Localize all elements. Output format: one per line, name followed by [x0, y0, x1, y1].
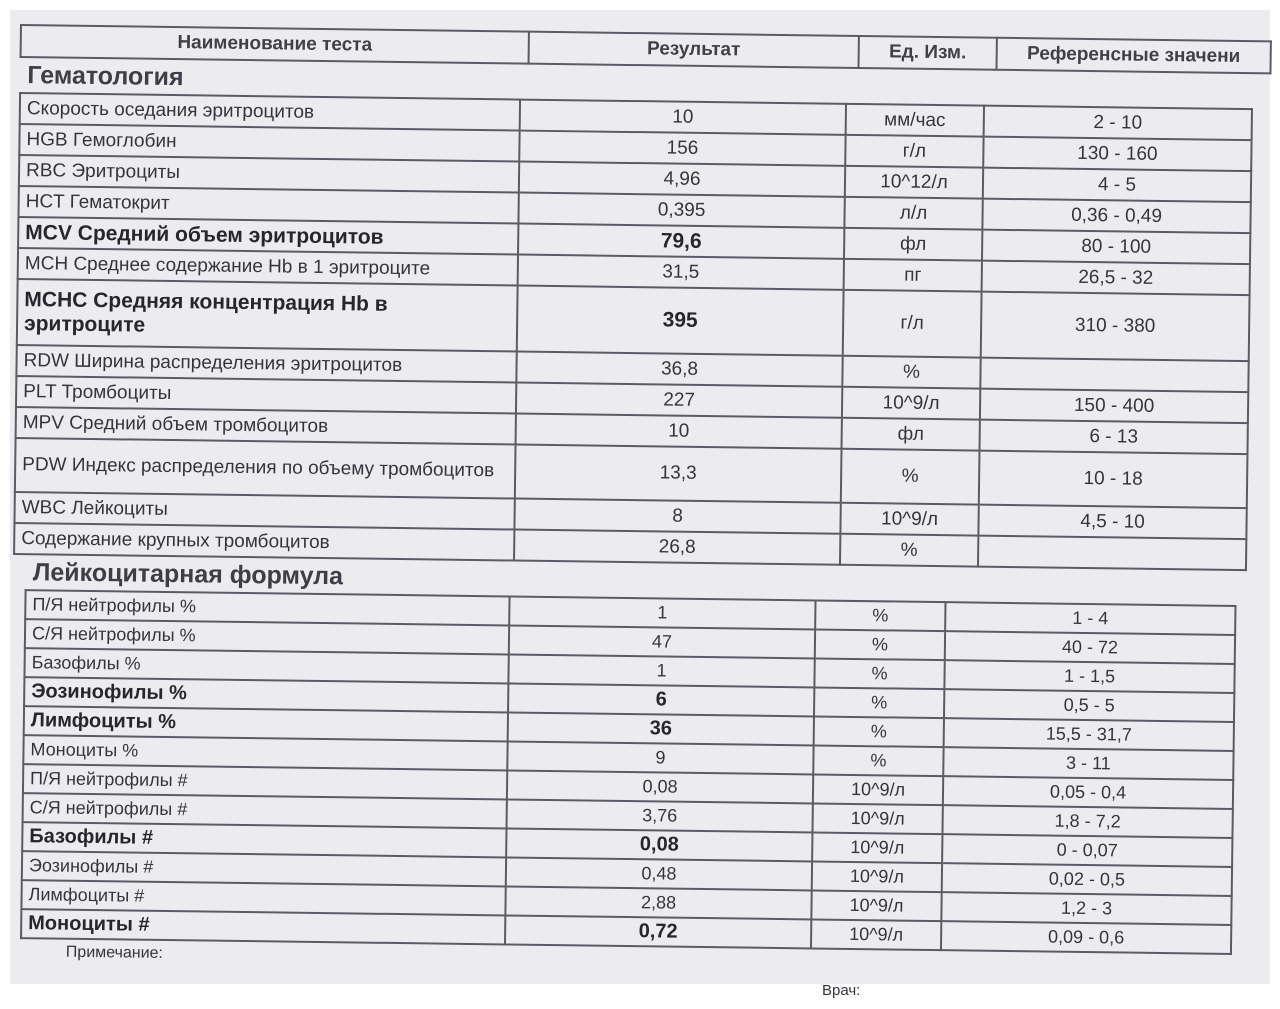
result-value-cell: 31,5 [518, 255, 844, 290]
unit-cell: 10^12/л [845, 166, 983, 199]
leukocyte-table [20, 589, 1236, 955]
section-title-hematology: Гематология [27, 61, 184, 92]
unit-cell: 10^9/л [811, 890, 941, 921]
result-value-cell: 4,96 [519, 162, 845, 197]
unit-cell: фл [844, 228, 982, 261]
reference-range-cell: 6 - 13 [979, 420, 1247, 455]
test-name-cell: Лимфоциты % [24, 706, 508, 741]
unit-cell: % [815, 600, 945, 631]
test-name-cell: MCHC Средняя концентрация Hb в эритроците [17, 279, 518, 352]
test-name-cell: Базофилы # [22, 822, 506, 857]
unit-cell: 10^9/л [812, 803, 942, 834]
result-value-cell: 36 [508, 712, 814, 745]
unit-cell: % [814, 658, 944, 689]
unit-cell: % [841, 449, 980, 505]
test-name-cell: Эозинофилы % [24, 677, 508, 712]
result-value-cell: 1 [509, 596, 815, 629]
result-value-cell: 47 [509, 625, 815, 658]
lab-report-content [8, 24, 1270, 977]
unit-cell: мм/час [846, 104, 984, 137]
test-name-cell: RDW Ширина распределения эритроцитов [16, 345, 516, 383]
result-value-cell: 395 [517, 286, 844, 356]
unit-cell: л/л [844, 197, 982, 230]
reference-range-cell: 310 - 380 [981, 292, 1250, 362]
reference-range-cell [980, 358, 1248, 393]
result-value-cell: 26,8 [514, 530, 840, 565]
unit-cell: фл [842, 418, 980, 451]
result-value-cell: 79,6 [518, 224, 844, 259]
unit-cell: 10^9/л [812, 832, 942, 863]
test-name-cell: Базофилы % [24, 648, 508, 683]
result-value-cell: 8 [514, 499, 840, 534]
test-name-cell: Лимфоциты # [21, 880, 505, 915]
lab-report-sheet [10, 10, 1270, 999]
header-test-name: Наименование теста [21, 25, 529, 64]
test-name-cell: MPV Средний объем тромбоцитов [16, 407, 516, 445]
result-value-cell: 13,3 [515, 445, 842, 503]
reference-range-cell: 80 - 100 [982, 230, 1250, 265]
header-result: Результат [529, 32, 859, 68]
result-value-cell: 0,395 [518, 193, 844, 228]
unit-cell: 10^9/л [840, 503, 978, 536]
header-unit: Ед. Изм. [858, 36, 996, 70]
test-name-cell: П/Я нейтрофилы % [25, 590, 509, 625]
reference-range-cell: 0,36 - 0,49 [982, 199, 1250, 234]
test-name-cell: WBC Лейкоциты [14, 492, 514, 530]
unit-cell: % [840, 534, 978, 567]
note-label: Примечание: [65, 943, 164, 962]
reference-range-cell: 15,5 - 31,7 [944, 718, 1234, 751]
header-reference: Референсные значени [996, 38, 1270, 74]
result-value-cell: 3,76 [507, 799, 813, 832]
unit-cell: % [815, 629, 945, 660]
reference-range-cell [978, 536, 1246, 571]
reference-range-cell: 0,5 - 5 [944, 689, 1234, 722]
result-value-cell: 6 [508, 683, 814, 716]
section-title-leukocyte: Лейкоцитарная формула [32, 558, 344, 591]
test-name-cell: PLT Тромбоциты [16, 376, 516, 414]
reference-range-cell: 40 - 72 [945, 631, 1235, 664]
unit-cell: 10^9/л [811, 919, 941, 950]
test-name-cell: Эозинофилы # [22, 851, 506, 886]
reference-range-cell: 0,02 - 0,5 [942, 863, 1232, 896]
unit-cell: % [814, 687, 944, 718]
result-value-cell: 0,72 [505, 915, 811, 948]
unit-cell: % [813, 745, 943, 776]
result-value-cell: 1 [508, 654, 814, 687]
reference-range-cell: 26,5 - 32 [982, 261, 1250, 296]
unit-cell: 10^9/л [812, 861, 942, 892]
reference-range-cell: 1 - 1,5 [944, 660, 1234, 693]
hematology-table [13, 92, 1253, 571]
unit-cell: % [814, 716, 944, 747]
result-value-cell: 36,8 [516, 352, 842, 387]
reference-range-cell: 2 - 10 [984, 106, 1252, 141]
test-name-cell: MCH Среднее содержание Hb в 1 эритроците [18, 248, 518, 286]
test-name-cell: Содержание крупных тромбоцитов [14, 523, 514, 561]
unit-cell: г/л [845, 135, 983, 168]
reference-range-cell: 1,2 - 3 [941, 892, 1231, 925]
unit-cell: г/л [843, 290, 982, 358]
test-name-cell: HCT Гематокрит [18, 186, 518, 224]
test-name-cell: MCV Средний объем эритроцитов [18, 217, 518, 255]
reference-range-cell: 4 - 5 [983, 168, 1251, 203]
test-name-cell: С/Я нейтрофилы # [23, 793, 507, 828]
unit-cell: 10^9/л [813, 774, 943, 805]
reference-range-cell: 4,5 - 10 [978, 505, 1246, 540]
test-name-cell: PDW Индекс распределения по объему тромбоцитов [15, 438, 516, 499]
result-value-cell: 0,08 [506, 828, 812, 861]
test-name-cell: П/Я нейтрофилы # [23, 764, 507, 799]
reference-range-cell: 0,05 - 0,4 [943, 776, 1233, 809]
reference-range-cell: 1,8 - 7,2 [942, 805, 1232, 838]
result-value-cell: 10 [520, 100, 846, 135]
test-name-cell: RBC Эритроциты [19, 155, 519, 193]
test-name-cell: HGB Гемоглобин [19, 124, 519, 162]
reference-range-cell: 3 - 11 [943, 747, 1233, 780]
unit-cell: % [842, 356, 980, 389]
test-name-cell: Моноциты # [21, 909, 505, 944]
result-value-cell: 227 [516, 383, 842, 418]
test-name-cell: Моноциты % [23, 735, 507, 770]
test-name-cell: С/Я нейтрофилы % [25, 619, 509, 654]
result-value-cell: 0,08 [507, 770, 813, 803]
reference-range-cell: 0,09 - 0,6 [941, 921, 1231, 954]
result-value-cell: 0,48 [506, 857, 812, 890]
result-value-cell: 9 [507, 741, 813, 774]
result-value-cell: 2,88 [505, 886, 811, 919]
reference-range-cell: 10 - 18 [979, 451, 1248, 509]
reference-range-cell: 130 - 160 [983, 137, 1251, 172]
result-value-cell: 10 [516, 414, 842, 449]
result-value-cell: 156 [519, 131, 845, 166]
unit-cell: пг [844, 259, 982, 292]
test-name-cell: Скорость оседания эритроцитов [20, 93, 520, 131]
doctor-signature-label: Врач: [822, 982, 861, 999]
reference-range-cell: 1 - 4 [945, 602, 1235, 635]
reference-range-cell: 150 - 400 [980, 389, 1248, 424]
reference-range-cell: 0 - 0,07 [942, 834, 1232, 867]
unit-cell: 10^9/л [842, 387, 980, 420]
